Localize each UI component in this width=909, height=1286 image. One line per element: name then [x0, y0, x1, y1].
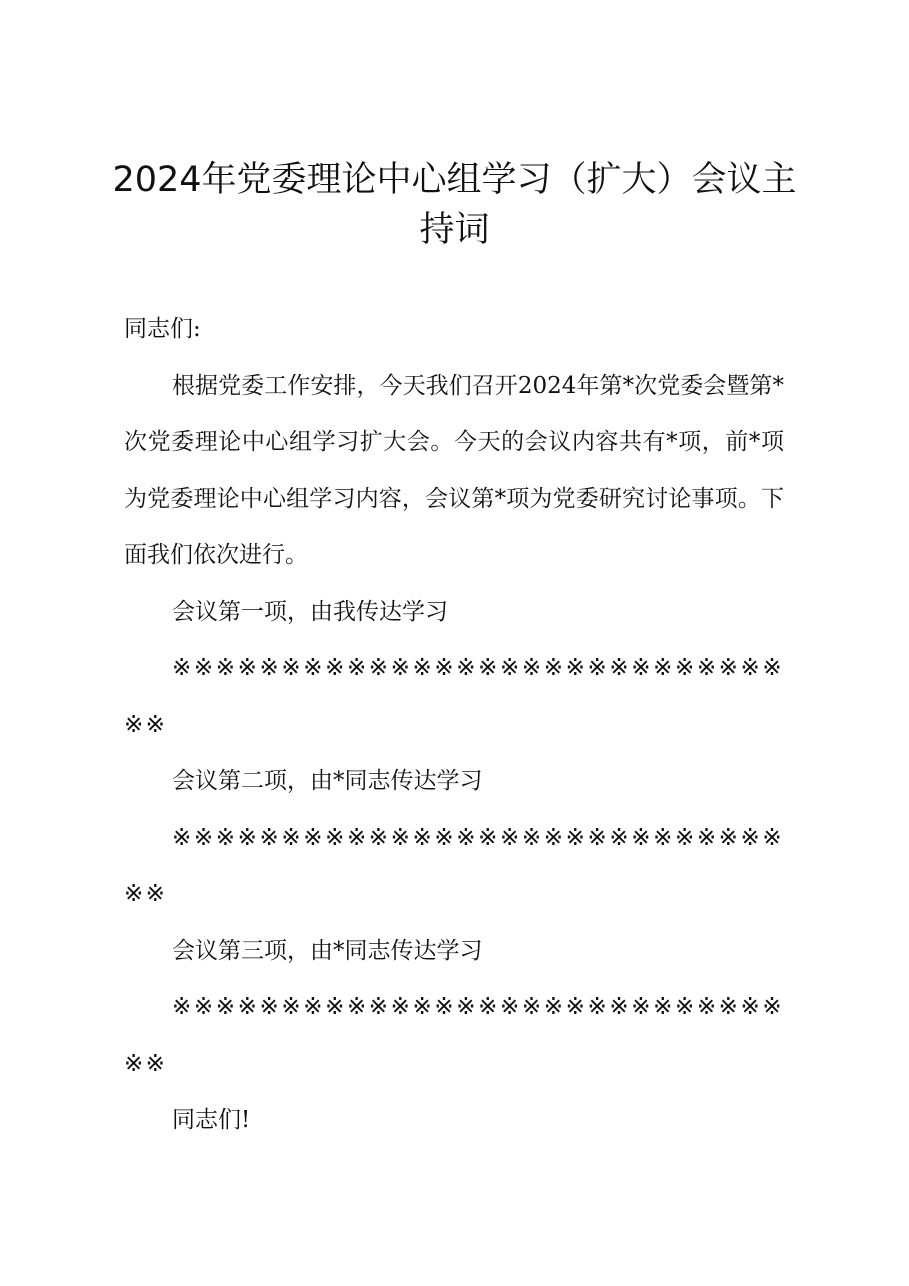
closing-salutation: 同志们! [172, 1107, 251, 1133]
agenda-item-1: 会议第一项，由我传达学习 [172, 598, 448, 625]
agenda-item-2-placeholder: ※※※※※※※※※※※※※※※※※※※※※※※※※※※※※※ [124, 824, 784, 907]
salutation: 同志们: [124, 316, 201, 342]
agenda-item-3-placeholder: ※※※※※※※※※※※※※※※※※※※※※※※※※※※※※※ [124, 994, 784, 1077]
agenda-item-2: 会议第二项，由*同志传达学习 [172, 768, 483, 794]
agenda-item-3: 会议第三项，由*同志传达学习 [172, 937, 483, 964]
document-body [124, 301, 784, 1149]
document-title [100, 155, 809, 255]
paragraph-intro: 根据党委工作安排，今天我们召开2024年第*次党委会暨第*次党委理论中心组学习扩大会。今天的会议内容共有*项，前*项为党委理论中心组学习内容，会议第*项为党委研究讨论事项。下面我们依次进行。 [124, 372, 784, 568]
agenda-item-1-placeholder: ※※※※※※※※※※※※※※※※※※※※※※※※※※※※※※ [124, 655, 784, 738]
title-line-2: 持词 [419, 210, 490, 250]
title-line-1: 2024年党委理论中心组学习（扩大）会议主 [112, 160, 797, 200]
